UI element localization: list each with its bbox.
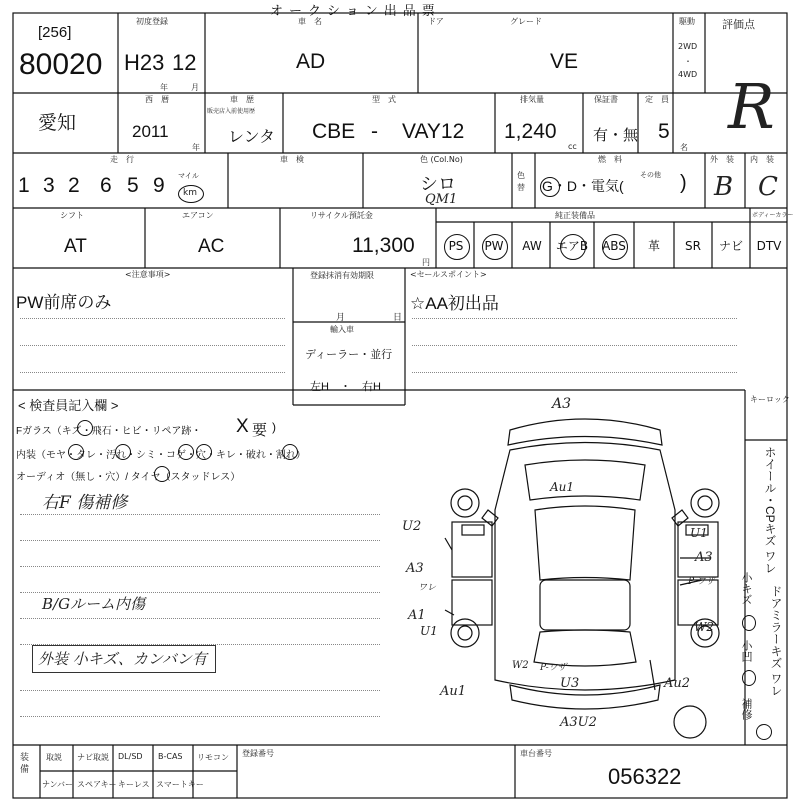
warranty-label: 保証書 [594, 95, 618, 104]
model-label: 型 式 [372, 95, 396, 104]
usage-value: レンタ [228, 129, 275, 146]
mileage-unit-mile: マイル [178, 172, 199, 180]
reg-expiry-label: 登録抹消有効期限 [310, 271, 374, 280]
damage-mark: P-ワザ [540, 663, 567, 673]
divider [20, 345, 285, 346]
divider [20, 592, 380, 593]
damage-mark: W2 [694, 620, 714, 634]
shaken-label: 車 検 [280, 155, 304, 164]
damage-mark: ワレ [418, 583, 437, 593]
damage-mark: Au1 [440, 684, 467, 699]
model-dash: - [371, 120, 378, 143]
shift-value: AT [64, 236, 87, 257]
side-note-wheel: ホイール・CPキズ ワレ [763, 446, 777, 575]
notes-text: PW前席のみ [16, 293, 112, 312]
interior-label: 内 装 [750, 155, 774, 164]
capacity-label: 定 員 [645, 95, 669, 104]
drive-dot: ・ [684, 57, 692, 66]
exterior-value: B [714, 172, 734, 202]
divider [20, 372, 285, 373]
equipment-label: 純正装備品 [555, 211, 595, 220]
year-unit: 年 [160, 83, 168, 92]
inspector-hand-note-1: 右F 傷補修 [42, 493, 128, 513]
circle-mark-icon [282, 444, 298, 460]
color-value: シロ [420, 174, 456, 194]
damage-mark: U3 [560, 676, 580, 691]
damage-mark: A3 [695, 550, 713, 565]
inspector-glass-mark: X [236, 416, 249, 437]
footer-item: リモコン [197, 753, 229, 762]
fuel-options: G・D・電気( [542, 178, 624, 194]
fuel-close: ) [680, 172, 687, 194]
sales-point-text: ☆AA初出品 [410, 294, 499, 313]
inspector-interior: 内装（モヤ・タレ・汚れ・シミ・コゲ・穴・キレ・破れ・割れ） [16, 450, 306, 461]
damage-mark: U1 [420, 624, 438, 638]
displacement-unit: cc [568, 142, 577, 151]
damage-mark: A3 [406, 561, 424, 576]
equipment-item: PS [448, 239, 464, 253]
warranty-value: 有・無 [593, 127, 639, 144]
mileage-label: 走 行 [110, 155, 134, 164]
car-name-value: AD [296, 50, 326, 73]
divider [20, 690, 380, 691]
keyless-label: キーロック [750, 395, 790, 404]
inspector-label: < 検査員記入欄 > [18, 398, 119, 413]
chassis-value: 056322 [608, 764, 682, 789]
mileage-unit-km: km [183, 188, 197, 198]
damage-mark: P-ワザ [688, 577, 715, 587]
side-note-small-scratch: 小キズ [740, 572, 752, 605]
divider [20, 716, 380, 717]
model-year-label: 西 暦 [145, 95, 169, 104]
car-name-label: 車 名 [298, 17, 322, 26]
equipment-item: DTV [756, 239, 782, 253]
recycle-value: 11,300 [352, 234, 415, 257]
month-unit: 月 [191, 83, 199, 92]
damage-mark: U1 [690, 526, 708, 540]
side-note-mirror: ドアミラーキズ ワレ [769, 585, 783, 697]
footer-item: 取説 [46, 753, 62, 762]
fuel-other-label: その他 [640, 171, 661, 179]
usage-label: 車 歴 [230, 95, 254, 104]
first-reg-era: H23 [124, 50, 165, 75]
fuel-label: 燃 料 [598, 155, 622, 164]
exterior-label: 外 装 [710, 155, 734, 164]
import-hand: 左H ・ 右H [310, 381, 381, 393]
equipment-circle-icon [444, 234, 470, 260]
circle-mark-icon [77, 420, 93, 436]
circle-mark-icon [742, 670, 756, 686]
divider [20, 566, 380, 567]
inspector-glass-req: 要 [252, 422, 268, 439]
import-label: 輸入車 [330, 325, 354, 334]
form-title: オークション出品票 [270, 4, 441, 19]
side-note-small-dent: 小凹 [740, 640, 752, 662]
inspector-hand-note-2: B/Gルーム内傷 [42, 595, 146, 613]
grade-value: VE [550, 50, 579, 73]
circle-mark-icon [756, 724, 772, 740]
notes-label: <注意事項> [125, 270, 171, 279]
model-prefix: CBE [312, 120, 356, 143]
score-label: 評価点 [722, 18, 755, 31]
equipment-extra-label: ボディーカラー [752, 212, 794, 219]
equipment-item: エアB [555, 239, 589, 253]
capacity-value: 5 [658, 120, 670, 143]
footer-item: スマートキー [156, 780, 204, 789]
lot-number: 80020 [19, 48, 103, 81]
displacement-label: 排気量 [520, 95, 544, 104]
mileage-digit: 2 [68, 174, 80, 197]
equipment-circle-icon [482, 234, 508, 260]
damage-mark: A1 [408, 608, 426, 623]
divider [20, 618, 380, 619]
footer-item: キーレス [118, 780, 150, 789]
divider [20, 318, 285, 319]
reg-expiry-month: 月 [336, 313, 346, 323]
mileage-digit: 5 [127, 174, 139, 197]
footer-item: DL/SD [118, 752, 143, 761]
footer-item: B-CAS [158, 752, 183, 761]
inspector-glass: Fガラス（キズ・飛石・ヒビ・リペア跡・ [16, 426, 202, 437]
damage-mark: Au2 [664, 676, 691, 691]
first-reg-month: 12 [172, 50, 197, 75]
equipment-item: 革 [647, 239, 660, 253]
circle-mark-icon [742, 615, 756, 631]
circle-mark-icon [68, 444, 84, 460]
reg-expiry-day: 日 [393, 313, 403, 323]
first-reg-label: 初度登録 [136, 17, 168, 26]
divider [20, 514, 380, 515]
damage-mark: A3U2 [560, 715, 597, 730]
equipment-item: ABS [602, 239, 626, 253]
divider [20, 644, 380, 645]
footer-item: ナンバー [42, 780, 74, 789]
divider [412, 345, 737, 346]
inspector-glass-close: ) [272, 420, 276, 434]
interior-value: C [758, 172, 778, 202]
color-change-label: 色替 [517, 171, 525, 192]
drive-label: 駆動 [679, 17, 695, 26]
aircon-label: エアコン [182, 211, 214, 220]
grade-label: グレード [510, 17, 542, 26]
shift-label: シフト [60, 211, 84, 220]
displacement-value: 1,240 [504, 120, 557, 143]
circle-mark-icon [196, 444, 212, 460]
model-year-unit: 年 [192, 143, 200, 152]
damage-mark: W2 [512, 660, 529, 671]
aircon-value: AC [198, 236, 225, 257]
drive-2wd: 2WD [678, 42, 698, 51]
usage-sublabel: 販売店入前使用歴 [207, 108, 256, 115]
mileage-digit: 1 [18, 174, 30, 197]
mileage-digit: 9 [153, 174, 165, 197]
sales-point-label: <セールスポイント> [410, 270, 487, 279]
reg-number-label: 登録番号 [242, 749, 274, 758]
equipment-item: PW [484, 239, 504, 253]
damage-mark: Au1 [550, 480, 575, 494]
inspector-audio: オーディオ（無し・穴）/ タイヤ（スタッドレス） [16, 472, 241, 483]
import-dealer: ディーラー・並行 [305, 349, 393, 361]
score-value: R [728, 70, 775, 143]
inspector-hand-note-3: 外装 小キズ、カンバン有 [38, 650, 207, 668]
fuel-gas-circle-icon [540, 177, 560, 197]
footer-side-label: 装備 [20, 753, 30, 775]
footer-item: スペアキー [77, 780, 117, 789]
footer-item: ナビ取説 [77, 753, 109, 762]
lot-bracket: [256] [38, 24, 72, 41]
circle-mark-icon [115, 444, 131, 460]
drive-4wd: 4WD [678, 70, 698, 79]
damage-mark: A3 [552, 396, 572, 412]
model-code: VAY12 [402, 120, 465, 143]
capacity-unit: 名 [680, 143, 688, 152]
color-label: 色 (Col.No) [420, 155, 463, 164]
recycle-label: リサイクル預託金 [310, 211, 373, 220]
circle-mark-icon [178, 444, 194, 460]
door-label: ドア [428, 17, 444, 26]
hand-note-box [32, 645, 216, 673]
equipment-item: AW [522, 239, 542, 253]
equipment-circle-icon [560, 234, 586, 260]
damage-mark: U2 [402, 519, 422, 534]
circle-mark-icon [154, 466, 170, 482]
equipment-item: ナビ [718, 239, 743, 253]
region-value: 愛知 [38, 113, 77, 134]
equipment-item: SR [685, 239, 701, 253]
mileage-digit: 6 [100, 174, 112, 197]
divider [412, 372, 737, 373]
side-note-repair: 補修 [740, 698, 752, 720]
recycle-unit: 円 [422, 258, 430, 267]
car-diagram [440, 400, 740, 740]
equipment-circle-icon [602, 234, 628, 260]
mileage-digit: 3 [43, 174, 55, 197]
color-code: QM1 [425, 192, 458, 207]
divider [412, 318, 737, 319]
divider [20, 540, 380, 541]
chassis-label: 車台番号 [520, 749, 552, 758]
model-year-value: 2011 [132, 122, 169, 141]
